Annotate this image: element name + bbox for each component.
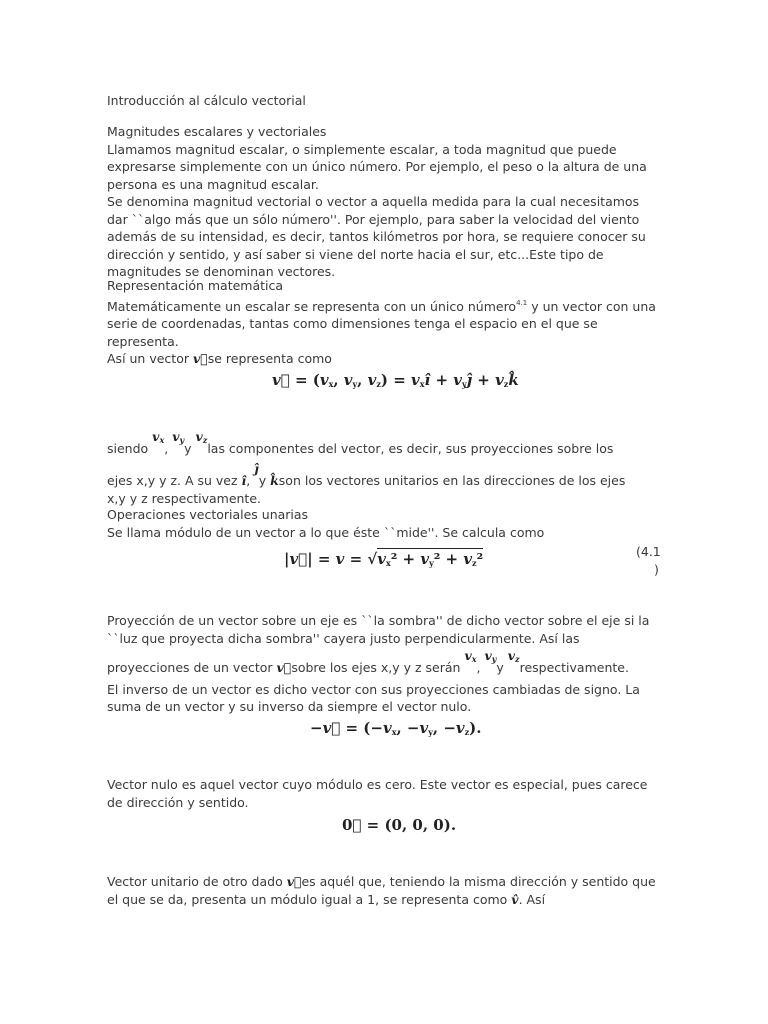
component-vy-symbol: $v_y$ [484, 648, 497, 664]
unit-k-symbol: k̂ [270, 473, 279, 488]
component-vz-symbol: $v_z$ [507, 648, 520, 664]
vector-v-symbol: v⃗ [276, 660, 292, 675]
paragraph-line: Vector unitario de otro dado v⃗es aquél que, teniendo la misma dirección y sentido que [107, 874, 656, 889]
paragraph-line: Se llama módulo de un vector a lo que éste ``mide''. Se calcula como [107, 524, 545, 540]
component-vz-symbol: $v_z$ [195, 429, 208, 445]
component-vy-symbol: $v_y$ [172, 429, 185, 445]
component-vx-symbol: $v_x$ [152, 429, 165, 445]
vector-definition-equation: v⃗ = ($v_x$, $v_y$, $v_z$) = $v_xî$ + $v_yĵ$ + $v_zk̂$ [272, 371, 519, 389]
section-operaciones [107, 506, 667, 541]
null-vector-paragraph [107, 776, 667, 811]
paragraph-line: ejes x,y y z. A su vez î, ĵy k̂son los vectores unitarios en las direcciones de los ejes [107, 461, 626, 488]
document-title [107, 92, 667, 110]
unit-v-hat-symbol: v̂ [511, 891, 519, 907]
paragraph-line: persona es una magnitud escalar. [107, 176, 319, 192]
footnote-ref[interactable]: 4.1 [516, 298, 528, 307]
inverse-vector-equation: −v⃗ = ($-v_x$, $-v_y$, $-v_z$). [310, 719, 482, 737]
paragraph-line: proyecciones de un vector v⃗sobre los ejes x,y y z serán $v_x$, $v_yy$ $v_zrespectivamente$. [107, 648, 629, 675]
paragraph-line: Se denomina magnitud vectorial o vector a aquella medida para la cual necesitamos [107, 194, 640, 209]
paragraph-line: expresarse simplemente con un único número. Por ejemplo, el peso o la altura de una [107, 159, 647, 174]
paragraph-line: dar ``algo más que un sólo número''. Por ejemplo, para saber la velocidad del viento [107, 211, 640, 227]
null-vector-equation: 0⃗ = (0, 0, 0). [342, 816, 457, 834]
paragraph-line: el que se da, presenta un módulo igual a 1, se representa como v̂. Así [107, 891, 546, 907]
paragraph-line: Proyección de un vector sobre un eje es ``la sombra'' de dicho vector sobre el eje si la [107, 613, 650, 628]
section-magnitudes [107, 123, 667, 281]
paragraph-line: Matemáticamente un escalar se representa con un único número$^{4.1}$ y un vector con una [107, 298, 656, 314]
section-heading: Magnitudes escalares y vectoriales [107, 124, 327, 139]
paragraph-line: siendo $v_x$, $v_yy$ $v_zlas$ componentes del vector, es decir, sus proyecciones sobre los [107, 429, 614, 456]
paragraph-line: serie de coordenadas, tantas como dimensiones tenga el espacio en el que se [107, 316, 598, 331]
modulus-equation: |v⃗| = $v = √v_x^2 + v_y^2 + v_z^2$ [284, 550, 484, 568]
vector-v-symbol: v⃗ [286, 874, 302, 889]
paragraph-line: Llamamos magnitud escalar, o simplemente escalar, a toda magnitud que puede [107, 141, 617, 157]
equation-number: (4.1 ) [636, 544, 661, 577]
paragraph-line: representa. [107, 333, 179, 349]
paragraph-line: suma de un vector y su inverso da siempre el vector nulo. [107, 699, 472, 714]
paragraph-line: x,y y z respectivamente. [107, 490, 261, 506]
unit-vectors-paragraph [107, 461, 667, 507]
components-paragraph [107, 429, 667, 462]
paragraph-line: magnitudes se denominan vectores. [107, 264, 336, 279]
paragraph-line: de dirección y sentido. [107, 794, 249, 810]
section-representacion [107, 277, 667, 368]
section-heading: Representación matemática [107, 278, 284, 293]
title-text: Introducción al cálculo vectorial [107, 93, 306, 108]
projection-paragraph [107, 612, 667, 647]
unit-vector-paragraph [107, 873, 667, 908]
paragraph-line: además de su intensidad, es decir, tantos kilómetros por hora, se requiere conocer su [107, 229, 646, 244]
unit-i-symbol: î [241, 473, 247, 488]
paragraph-line: dirección y sentido, y así saber si viene del norte hacia el sur, etc...Este tipo de [107, 246, 604, 262]
projections-line [107, 648, 667, 716]
section-heading: Operaciones vectoriales unarias [107, 507, 309, 522]
vector-v-symbol: v⃗ [192, 351, 208, 366]
component-vx-symbol: $v_x$ [464, 648, 477, 664]
paragraph-line: ``luz que proyecta dicha sombra'' cayera justo perpendicularmente. Así las [107, 630, 580, 646]
unit-j-symbol: ĵ [254, 461, 259, 476]
paragraph-line: Vector nulo es aquel vector cuyo módulo es cero. Este vector es especial, pues carece [107, 777, 648, 792]
paragraph-line: El inverso de un vector es dicho vector con sus proyecciones cambiadas de signo. La [107, 681, 640, 697]
paragraph-line: Así un vector v⃗se representa como [107, 351, 332, 366]
